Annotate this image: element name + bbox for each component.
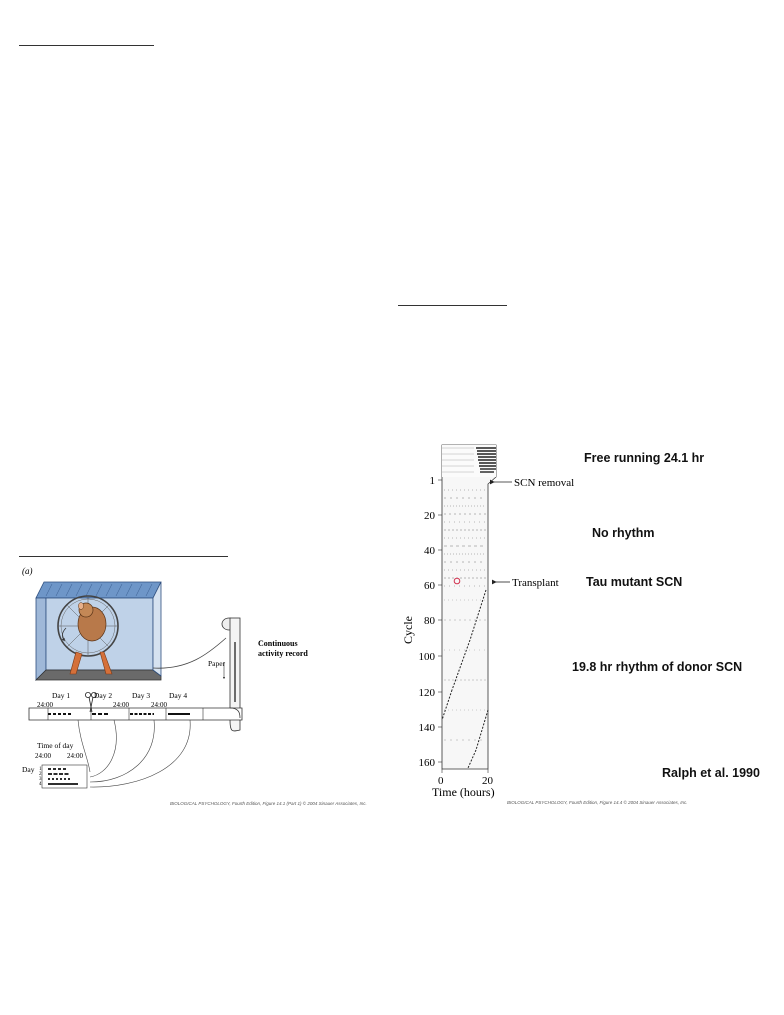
svg-text:2: 2 <box>39 772 42 777</box>
time-label-2: 24:00 <box>113 701 129 709</box>
y-tick-40: 40 <box>424 545 435 557</box>
time-of-day-label: Time of day <box>37 741 74 750</box>
y-tick-60: 60 <box>424 580 435 592</box>
time-label-1: 24:00 <box>37 701 53 709</box>
y-tick-80: 80 <box>424 615 435 627</box>
y-axis-label: Cycle <box>401 616 415 644</box>
actogram-frame <box>442 445 496 769</box>
cage-floor <box>36 670 161 680</box>
day-4-label: Day 4 <box>169 691 188 700</box>
free-running-record <box>442 445 496 477</box>
continuous-record-label: Continuous <box>258 639 298 648</box>
y-tick-1: 1 <box>429 475 435 487</box>
tau-mutant-label: Tau mutant SCN <box>586 575 683 589</box>
cage-left-wall <box>36 598 46 680</box>
cage-top-grill <box>36 582 161 598</box>
x-tick-0: 0 <box>438 775 444 787</box>
top-left-rule <box>19 45 154 46</box>
x-tick-20: 20 <box>482 775 493 787</box>
donor-rhythm-label: 19.8 hr rhythm of donor SCN <box>572 660 743 674</box>
transplant-annotation: Transplant <box>512 577 559 589</box>
x-axis-label: Time (hours) <box>432 785 495 799</box>
free-running-label: Free running 24.1 hr <box>584 451 705 465</box>
panel-letter: (a) <box>22 566 33 576</box>
actogram-annotations <box>490 470 600 590</box>
day-1-label: Day 1 <box>52 691 71 700</box>
middle-right-rule <box>398 305 507 306</box>
citation-label: Ralph et al. 1990 <box>662 766 760 780</box>
paper-label: Paper <box>208 659 226 668</box>
day-2-label: Day 2 <box>94 691 113 700</box>
y-tick-100: 100 <box>418 651 435 663</box>
tod-time-1: 24:00 <box>35 752 51 760</box>
time-label-3: 24:00 <box>151 701 167 709</box>
right-figure-credit: BIOLOGICAL PSYCHOLOGY, Fourth Edition, Figure 14.4 © 2004 Sinauer Associates, Inc. <box>507 800 688 805</box>
continuous-record-label-2: activity record <box>258 649 308 658</box>
day-axis-label: Day <box>22 765 35 774</box>
svg-text:1: 1 <box>39 767 42 772</box>
y-tick-120: 120 <box>418 687 435 699</box>
svg-text:4: 4 <box>39 782 42 787</box>
left-figure-credit: BIOLOGICAL PSYCHOLOGY, Fourth Edition, Figure 14.1 (Part 1) © 2004 Sinauer Associates, Inc. <box>170 801 367 806</box>
cage-right-wall <box>153 582 161 676</box>
y-tick-160: 160 <box>418 757 435 769</box>
no-rhythm-label: No rhythm <box>592 526 655 540</box>
left-figure-rule <box>19 556 228 557</box>
scn-removal-annotation: SCN removal <box>514 477 575 489</box>
day-3-label: Day 3 <box>132 691 151 700</box>
y-tick-140: 140 <box>418 722 435 734</box>
y-tick-20: 20 <box>424 510 435 522</box>
svg-text:3: 3 <box>39 777 42 782</box>
tod-time-2: 24:00 <box>67 752 83 760</box>
running-wheel-figure <box>18 562 340 808</box>
